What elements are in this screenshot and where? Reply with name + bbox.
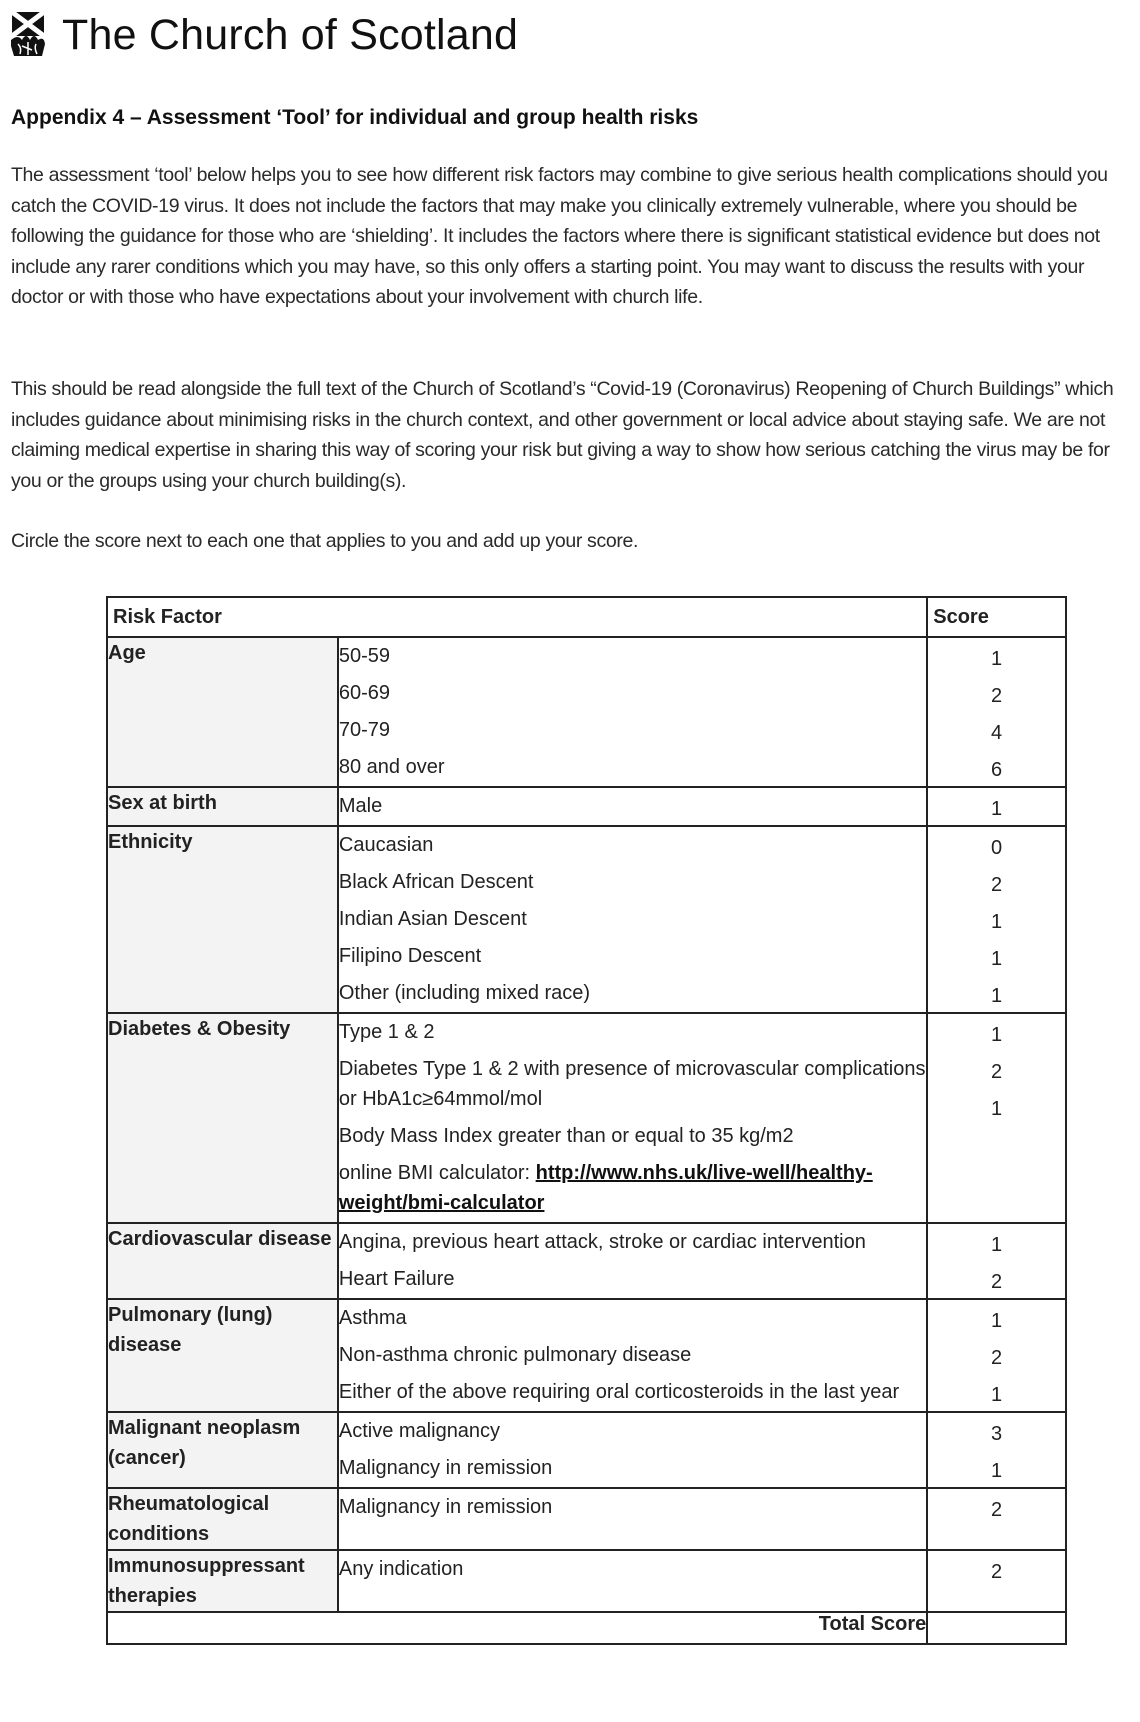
table-row [107, 1223, 1066, 1299]
risk-factor-cell: Cardiovascular disease [107, 1223, 338, 1299]
score-value[interactable]: 1 [991, 648, 1003, 670]
score-value[interactable]: 1 [991, 1098, 1003, 1120]
score-value[interactable]: 2 [991, 1347, 1003, 1369]
scores-cell [927, 1550, 1066, 1612]
church-logo-icon [8, 10, 48, 60]
risk-assessment-table [106, 596, 1067, 1645]
score-value[interactable]: 1 [991, 948, 1003, 970]
risk-items-cell [338, 787, 927, 826]
score-value[interactable]: 2 [991, 874, 1003, 896]
risk-factor-cell: Sex at birth [107, 787, 338, 826]
risk-item: 80 and over [338, 756, 445, 778]
risk-factor-cell: Pulmonary (lung) disease [107, 1299, 338, 1412]
scores-cell [927, 1488, 1066, 1550]
score-value[interactable]: 2 [991, 1499, 1003, 1521]
score-value[interactable]: 3 [991, 1423, 1003, 1445]
scores-cell [927, 1223, 1066, 1299]
bmi-calculator-prefix: online BMI calculator: [338, 1162, 536, 1184]
risk-factor-cell: Rheumatological conditions [107, 1488, 338, 1550]
risk-item: Filipino Descent [338, 945, 482, 967]
organisation-name: The Church of Scotland [62, 11, 519, 59]
risk-factor-header: Risk Factor [107, 597, 927, 637]
risk-item: Male [338, 795, 383, 817]
table-row [107, 1550, 1066, 1612]
risk-factor-cell: Malignant neoplasm (cancer) [107, 1412, 338, 1488]
guidance-paragraph: This should be read alongside the full text of the Church of Scotland’s “Covid-19 (Coronavirus) Reopening of Church Buildings” which includes guidance about minimising risks in the church context, and other government or local advice about staying safe. We are not claiming medical expertise in sharing this way of scoring your risk but giving a way to show how serious catching the virus may be for you or the groups using your church building(s). [11, 378, 1114, 492]
score-value[interactable]: 1 [991, 1024, 1003, 1046]
score-value[interactable]: 0 [991, 837, 1003, 859]
score-value[interactable]: 2 [991, 1271, 1003, 1293]
scores-cell [927, 1013, 1066, 1223]
total-row [107, 1612, 1066, 1644]
risk-item: Malignancy in remission [338, 1457, 553, 1479]
risk-item: Body Mass Index greater than or equal to 35 kg/m2 [338, 1125, 794, 1147]
risk-item: Active malignancy [338, 1420, 501, 1442]
intro-paragraph: The assessment ‘tool’ below helps you to see how different risk factors may combine to give serious health complications should you catch the COVID-19 virus. It does not include the factors that may make you clinically extremely vulnerable, where you should be following the guidance for those who are ‘shielding’. It includes the factors where there is significant statistical evidence but does not include any rarer conditions which you may have, so this only offers a starting point. You may want to discuss the results with your doctor or with those who have expectations about your involvement with church life. [11, 164, 1108, 308]
risk-item: 50-59 [338, 645, 391, 667]
bmi-calculator-link[interactable]: http://www.nhs.uk/live-well/healthy-weight/bmi-calculator [338, 1162, 873, 1214]
risk-item: Diabetes Type 1 & 2 with presence of microvascular complications or HbA1c≥64mmol/mol [338, 1058, 926, 1110]
table-row [107, 1488, 1066, 1550]
risk-item: Either of the above requiring oral corticosteroids in the last year [338, 1381, 900, 1403]
instruction-paragraph: Circle the score next to each one that applies to you and add up your score. [11, 530, 639, 552]
risk-item: Any indication [338, 1558, 464, 1580]
table-header-row [107, 597, 1066, 637]
risk-item: 70-79 [338, 719, 391, 741]
scores-cell [927, 826, 1066, 1013]
risk-items-cell [338, 826, 927, 1013]
total-score-label: Total Score [107, 1612, 927, 1644]
score-value[interactable]: 4 [991, 722, 1003, 744]
table-row [107, 787, 1066, 826]
risk-item: Black African Descent [338, 871, 534, 893]
score-value[interactable]: 1 [991, 985, 1003, 1007]
score-header: Score [927, 597, 1066, 637]
risk-item: Other (including mixed race) [338, 982, 591, 1004]
risk-item: Asthma [338, 1307, 407, 1329]
risk-factor-cell: Diabetes & Obesity [107, 1013, 338, 1223]
table-row [107, 1013, 1066, 1223]
risk-items-cell [338, 1223, 927, 1299]
risk-item: Malignancy in remission [338, 1496, 553, 1518]
risk-item: Type 1 & 2 [338, 1021, 435, 1043]
document-header [8, 10, 518, 60]
score-value[interactable]: 2 [991, 685, 1003, 707]
appendix-title: Appendix 4 – Assessment ‘Tool’ for individual and group health risks [11, 106, 699, 129]
scores-cell [927, 787, 1066, 826]
risk-item: Heart Failure [338, 1268, 455, 1290]
risk-items-cell [338, 637, 927, 787]
scores-cell [927, 637, 1066, 787]
score-value[interactable]: 2 [991, 1061, 1003, 1083]
score-value[interactable]: 1 [991, 1460, 1003, 1482]
risk-item: Non-asthma chronic pulmonary disease [338, 1344, 692, 1366]
table-row [107, 826, 1066, 1013]
score-value[interactable]: 1 [991, 1310, 1003, 1332]
risk-item: Caucasian [338, 834, 434, 856]
total-score-value[interactable] [927, 1612, 1066, 1644]
risk-items-cell [338, 1412, 927, 1488]
risk-factor-cell: Immunosuppressant therapies [107, 1550, 338, 1612]
risk-items-cell [338, 1299, 927, 1412]
risk-items-cell [338, 1550, 927, 1612]
table-row [107, 1412, 1066, 1488]
risk-item: 60-69 [338, 682, 391, 704]
table-row [107, 637, 1066, 787]
score-value[interactable]: 6 [991, 759, 1003, 781]
scores-cell [927, 1412, 1066, 1488]
risk-factor-cell: Age [107, 637, 338, 787]
risk-factor-cell: Ethnicity [107, 826, 338, 1013]
score-value[interactable]: 2 [991, 1561, 1003, 1583]
risk-items-cell [338, 1488, 927, 1550]
risk-item: Angina, previous heart attack, stroke or cardiac intervention [338, 1231, 866, 1253]
bmi-calculator-note [339, 1155, 926, 1222]
scores-cell [927, 1299, 1066, 1412]
score-value[interactable]: 1 [991, 911, 1003, 933]
score-value[interactable]: 1 [991, 798, 1003, 820]
score-value[interactable]: 1 [991, 1234, 1003, 1256]
risk-items-cell [338, 1013, 927, 1223]
score-value[interactable]: 1 [991, 1384, 1003, 1406]
table-row [107, 1299, 1066, 1412]
risk-item: Indian Asian Descent [338, 908, 527, 930]
